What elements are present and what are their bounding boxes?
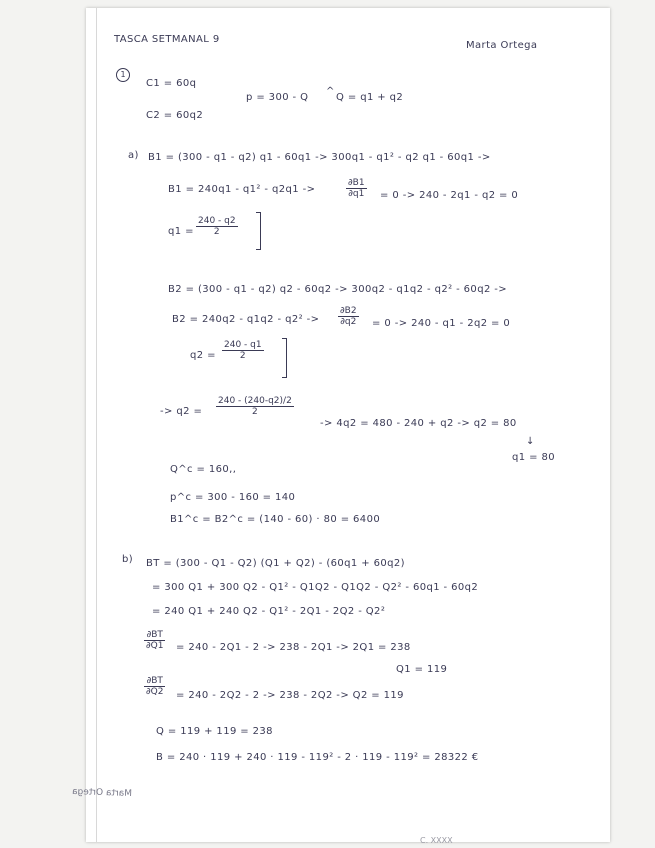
substitution-result: -> 4q2 = 480 - 240 + q2 -> q2 = 80 [320,418,517,429]
cost-2: C2 = 60q2 [146,110,204,121]
bt-derivative-q2: $\frac{\partial BT}{\partial Q2}$ [146,676,164,697]
bt-line-2: = 300 Q1 + 300 Q2 - Q1² - Q1Q2 - Q1Q2 - Q2² - 60q1 - 60q2 [152,582,479,593]
q2-label: q2 = [190,350,216,361]
total-quantity-result: Q = 119 + 119 = 238 [156,726,273,737]
part-b-label: b) [122,554,134,565]
margin-line [96,8,97,842]
part-a-label: a) [128,150,139,161]
demand-function: p = 300 - Q [246,92,309,103]
q1-reaction: $\frac{240 - q2}{2}$ [198,216,236,237]
bt-line-1: BT = (300 - Q1 - Q2) (Q1 + Q2) - (60q1 + 60q2) [146,558,405,569]
exercise-number: 1 [116,68,130,82]
bt-foc-q1: = 240 - 2Q1 - 2 -> 238 - 2Q1 -> 2Q1 = 238 [176,642,411,653]
b2-derivative: $\frac{\partial B2}{\partial q2}$ [340,306,357,327]
link-symbol: ^ [326,86,335,97]
bt-line-3: = 240 Q1 + 240 Q2 - Q1² - 2Q1 - 2Q2 - Q2² [152,606,386,617]
b2-line-1: B2 = (300 - q1 - q2) q2 - 60q2 -> 300q2 - q1q2 - q2² - 60q2 -> [168,284,508,295]
substitution-label: -> q2 = [160,406,203,417]
substitution-fraction: $\frac{240 - (240-q2)/2}{2}$ [218,396,292,417]
q1-result: q1 = 80 [512,452,555,463]
b1-foc: = 0 -> 240 - 2q1 - q2 = 0 [380,190,519,201]
b2-line-2: B2 = 240q2 - q1q2 - q2² -> [172,314,320,325]
bt-derivative-q1: $\frac{\partial BT}{\partial Q1}$ [146,630,164,651]
quantity-result: Q^c = 160,, [170,464,237,475]
q1-label: q1 = [168,226,194,237]
total-profit-result: B = 240 · 119 + 240 · 119 - 119² - 2 · 119 - 119² = 28322 € [156,752,479,763]
bt-foc-q2: = 240 - 2Q2 - 2 -> 238 - 2Q2 -> Q2 = 119 [176,690,404,701]
cut-off-text: C. XXXX [420,836,453,845]
mirrored-signature: Marta Ortega [71,786,133,800]
assignment-title: TASCA SETMANAL 9 [114,34,220,45]
author-name: Marta Ortega [466,40,538,51]
cost-1: C1 = 60q [146,78,197,89]
q2-reaction: $\frac{240 - q1}{2}$ [224,340,262,361]
b1-line-1: B1 = (300 - q1 - q2) q1 - 60q1 -> 300q1 - q1² - q2 q1 - 60q1 -> [148,152,491,163]
bracket [256,212,261,250]
b2-foc: = 0 -> 240 - q1 - 2q2 = 0 [372,318,511,329]
total-quantity: Q = q1 + q2 [336,92,404,103]
b1-derivative: $\frac{\partial B1}{\partial q1}$ [348,178,365,199]
down-arrow-icon: ↓ [526,436,535,447]
b1-line-2: B1 = 240q1 - q1² - q2q1 -> [168,184,316,195]
price-result: p^c = 300 - 160 = 140 [170,492,296,503]
bracket [282,338,287,378]
q1-optimum: Q1 = 119 [396,664,448,675]
profit-result: B1^c = B2^c = (140 - 60) · 80 = 6400 [170,514,381,525]
